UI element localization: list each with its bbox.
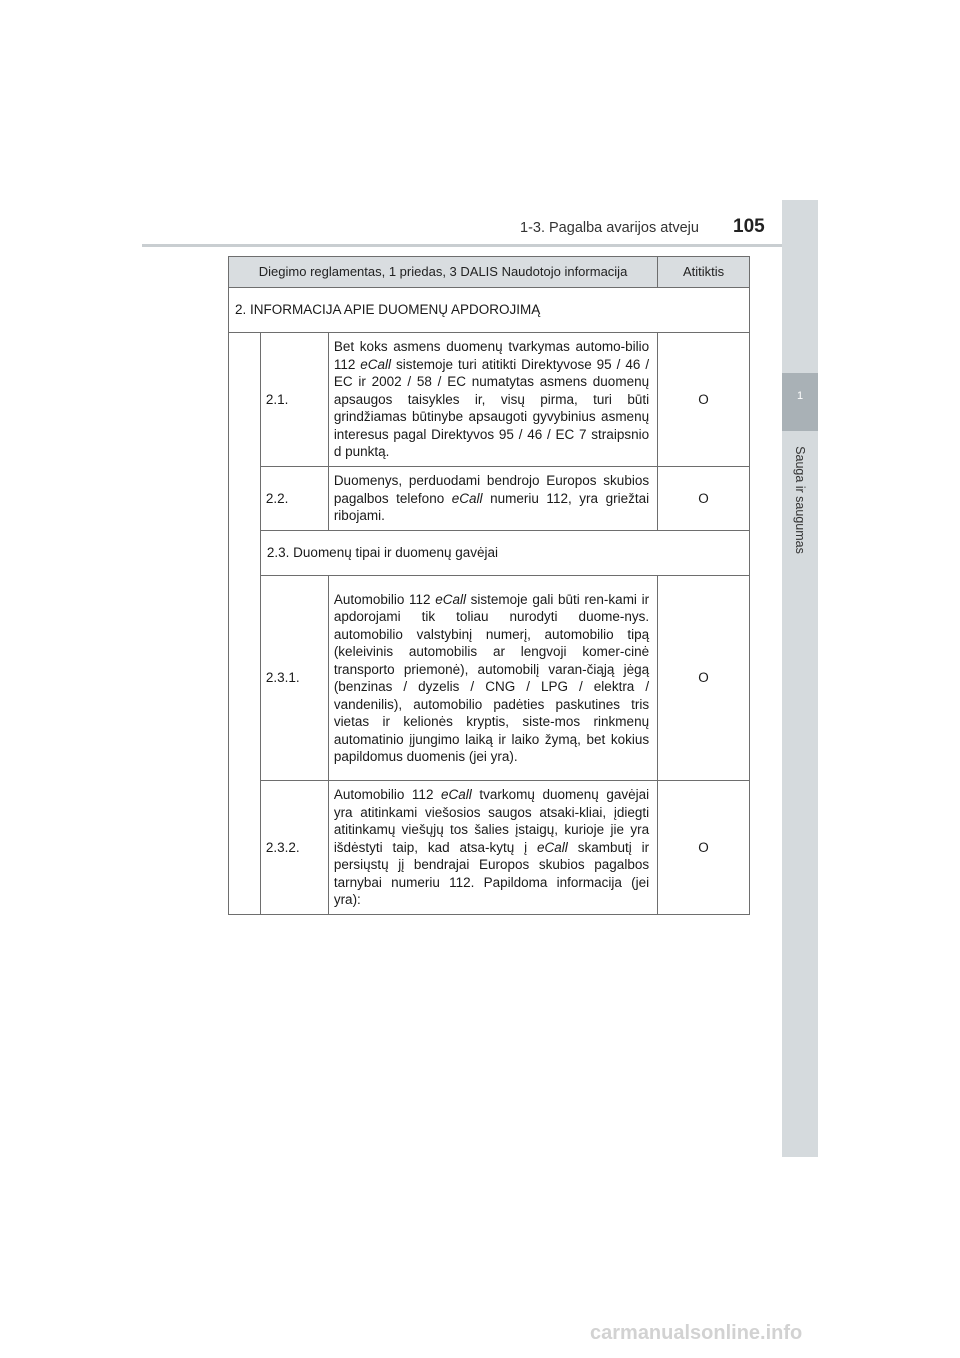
header-divider: [142, 244, 818, 247]
row-text: Automobilio 112 eCall tvarkomų duomenų gavėjai yra atitinkami viešosios saugos atsaki-kliai, įdiegti atitinkamų viešųjų tos šalies įstaigų, kurioje jie yra išdėstyti taip, kad atsa-kytų į eCall skambutį ir persiųstų jį bendrajai Europos skubios pagalbos tarnybai numeriu 112. Papildoma informacija (jei yra):: [328, 781, 657, 915]
row-status: O: [658, 333, 750, 467]
table-row: [229, 781, 750, 915]
chapter-label: Sauga ir saugumas: [793, 446, 807, 554]
col-header-regulation: Diegimo reglamentas, 1 priedas, 3 DALIS Naudotojo informacija: [229, 257, 658, 288]
table-row: [229, 467, 750, 531]
subsection-heading: 2.3. Duomenų tipai ir duomenų gavėjai: [260, 531, 749, 576]
row-status: O: [658, 576, 750, 781]
col-header-compliance: Atitiktis: [658, 257, 750, 288]
chapter-tab[interactable]: [782, 373, 818, 431]
table-row: [229, 333, 750, 467]
row-number: 2.3.1.: [260, 576, 328, 781]
row-text: Automobilio 112 eCall sistemoje gali būti ren-kami ir apdorojami tik toliau nurodyti duome-nys. automobilio valstybinį numerį, automobilio tipą (keleivinis automobilis ar lengvoji komer-cinė transporto priemonė), automobilį varan-čiąją jėgą (benzinas / dyzelis / CNG / LPG / elektra / vandenilis), automobilio padėties paskutines tris vietas ir kelionės kryptis, siste-mos rinkmenų automatinio įjungimo laiką ir laiko žymą, bet kokius papildomus duomenis (jei yra).: [328, 576, 657, 781]
row-status: O: [658, 781, 750, 915]
indent-cell: [229, 333, 261, 915]
row-number: 2.3.2.: [260, 781, 328, 915]
row-number: 2.1.: [260, 333, 328, 467]
section-row-2-3: [229, 531, 750, 576]
row-number: 2.2.: [260, 467, 328, 531]
row-status: O: [658, 467, 750, 531]
watermark: carmanualsonline.info: [590, 1322, 803, 1344]
chapter-tab-number: 1: [796, 390, 804, 402]
side-bar: [782, 200, 818, 1157]
row-text: Duomenys, perduodami bendrojo Europos skubios pagalbos telefono eCall numeriu 112, yra griežtai ribojami.: [328, 467, 657, 531]
regulation-table: [228, 256, 750, 915]
row-text: Bet koks asmens duomenų tvarkymas automo-bilio 112 eCall sistemoje turi atitikti Direktyvose 95 / 46 / EC ir 2002 / 58 / EC numatytas asmens duomenų apsaugos taisykles ir, visų pirma, turi būti grindžiamas būtinybe apsaugoti gyvybinius asmenų interesus pagal Direktyvos 95 / 46 / EC 7 straipsnio d punktą.: [328, 333, 657, 467]
page-number: 105: [733, 216, 765, 237]
table-header-row: [229, 257, 750, 288]
table-row: [229, 576, 750, 781]
section-row-2: [229, 288, 750, 333]
section-heading: 2. INFORMACIJA APIE DUOMENŲ APDOROJIMĄ: [229, 288, 750, 333]
section-title: 1-3. Pagalba avarijos atveju: [520, 220, 699, 236]
